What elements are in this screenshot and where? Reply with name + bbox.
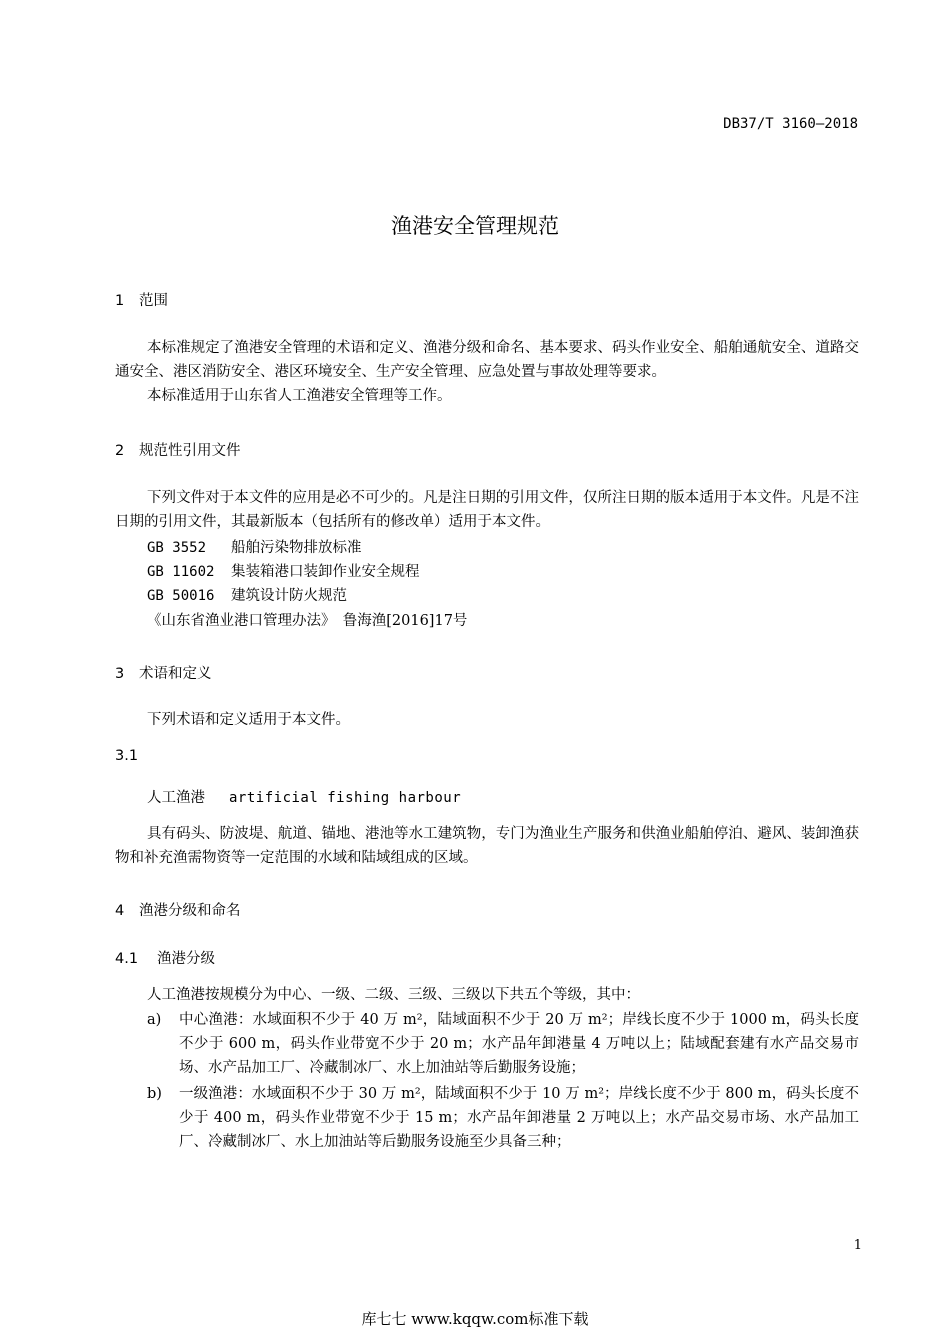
subsection-4-1-heading <box>115 947 215 968</box>
term-entry <box>147 786 461 807</box>
list-item <box>115 1008 859 1080</box>
footer-watermark: 库七七 www.kqqw.com标准下载 <box>361 1310 589 1328</box>
document-title: 渔港安全管理规范 <box>391 214 559 238</box>
reference-item <box>147 584 347 605</box>
reference-title: 集装箱港口装卸作业安全规程 <box>231 564 420 580</box>
section-4-heading <box>115 899 241 920</box>
term-chinese: 人工渔港 <box>147 790 205 806</box>
term-english: artificial fishing harbour <box>229 790 462 806</box>
reference-item <box>147 560 420 581</box>
section-number: 2 <box>115 443 125 459</box>
section-number: 4 <box>115 903 125 919</box>
paragraph-text: 本标准规定了渔港安全管理的术语和定义、渔港分级和命名、基本要求、码头作业安全、船舶通航安全、道路交通安全、港区消防安全、港区环境安全、生产安全管理、应急处置与事故处理等要求。 <box>115 340 859 380</box>
section-1-paragraph-2 <box>115 384 859 408</box>
subsection-title: 渔港分级 <box>157 951 215 967</box>
reference-item <box>147 536 362 557</box>
section-title: 渔港分级和命名 <box>139 903 241 919</box>
subsection-3-1-number: 3.1 <box>115 748 139 764</box>
section-1-paragraph-1 <box>115 336 859 384</box>
reference-code: GB 50016 <box>147 588 215 604</box>
section-number: 3 <box>115 666 125 682</box>
list-item-text: 一级渔港：水域面积不少于 30 万 m²，陆域面积不少于 10 万 m²；岸线长度不少于 800 m，码头长度不少于 400 m，码头作业带宽不少于 15 m；水产品年卸港量 2 万吨以上；水产品交易市场、水产品加工厂、冷藏制冰厂、水上加油站等后勤服务设施至少具备三种； <box>179 1086 859 1150</box>
section-title: 范围 <box>139 293 168 309</box>
section-number: 1 <box>115 293 125 309</box>
paragraph-text: 下列文件对于本文件的应用是必不可少的。凡是注日期的引用文件，仅所注日期的版本适用于本文件。凡是不注日期的引用文件，其最新版本（包括所有的修改单）适用于本文件。 <box>115 490 859 530</box>
standard-number: DB37/T 3160—2018 <box>723 116 858 132</box>
section-title: 规范性引用文件 <box>139 443 241 459</box>
reference-title: 船舶污染物排放标准 <box>231 540 362 556</box>
list-item-text: 中心渔港：水域面积不少于 40 万 m²，陆域面积不少于 20 万 m²；岸线长度不少于 1000 m，码头长度不少于 600 m，码头作业带宽不少于 20 m；水产品年卸港量 4 万吨以上；陆域配套建有水产品交易市场、水产品加工厂、冷藏制冰厂、水上加油站等后勤服务设施； <box>179 1012 859 1076</box>
paragraph-text: 本标准适用于山东省人工渔港安全管理等工作。 <box>147 388 452 404</box>
section-title: 术语和定义 <box>139 666 212 682</box>
section-2-intro <box>115 486 859 534</box>
subsection-number: 4.1 <box>115 951 139 967</box>
reference-code: GB 11602 <box>147 564 215 580</box>
section-2-heading <box>115 439 241 460</box>
term-definition <box>115 822 859 870</box>
list-item <box>115 1082 859 1154</box>
page-number: 1 <box>853 1238 862 1253</box>
list-marker: b) <box>147 1086 162 1102</box>
reference-title: 建筑设计防火规范 <box>231 588 347 604</box>
reference-item-regulation: 《山东省渔业港口管理办法》 鲁海渔[2016]17号 <box>147 613 468 629</box>
section-1-heading <box>115 289 168 310</box>
paragraph-text: 具有码头、防波堤、航道、锚地、港池等水工建筑物，专门为渔业生产服务和供渔业船舶停泊、避风、装卸渔获物和补充渔需物资等一定范围的水域和陆域组成的区域。 <box>115 826 859 866</box>
section-4-1-intro: 人工渔港按规模分为中心、一级、二级、三级、三级以下共五个等级，其中： <box>147 987 640 1003</box>
section-3-intro: 下列术语和定义适用于本文件。 <box>147 712 350 728</box>
list-marker: a) <box>147 1012 162 1028</box>
section-3-heading <box>115 662 212 683</box>
reference-code: GB 3552 <box>147 540 207 556</box>
